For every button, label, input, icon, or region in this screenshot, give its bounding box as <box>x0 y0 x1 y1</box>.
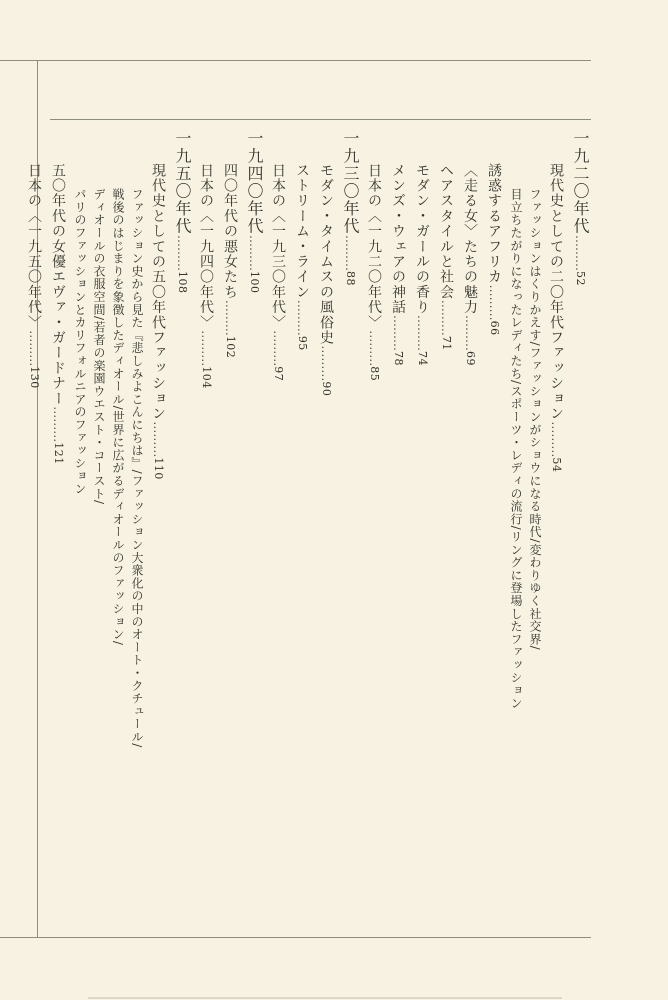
toc-page-number: 104 <box>200 366 213 389</box>
toc-page-number: 100 <box>248 271 261 294</box>
toc-description-text: ファッションはくりかえす/ファッションがショウになる時代/変わりゆく社交界/ <box>528 188 542 651</box>
toc-entry-title: 日本の〈一九三〇年代〉 <box>270 163 286 331</box>
toc-page-number: 74 <box>416 351 429 366</box>
toc-description-text: ディオールの衣服空間/若者の楽園ウエスト・コースト/ <box>92 188 106 505</box>
toc-description-text: 戦後のはじまりを象徴したディオール/世界に広がるディオールのファッション/ <box>111 188 125 646</box>
toc-leader-dots: ……… <box>271 330 285 367</box>
toc-entry-title: メンズ・ウェアの神話 <box>390 163 406 315</box>
toc-description-line <box>506 130 525 942</box>
toc-chapter-entry-1950s <box>170 130 194 942</box>
toc-leader-dots: ……… <box>223 299 237 336</box>
toc-section-entry <box>314 130 338 942</box>
toc-page-number: 71 <box>440 335 453 351</box>
toc-section-entry <box>146 130 170 942</box>
toc-section-entry <box>46 130 70 942</box>
toc-leader-dots: ……… <box>415 315 429 351</box>
toc-page-number: 54 <box>550 457 563 473</box>
toc-entry-title: 日本の〈一九二〇年代〉 <box>366 163 382 331</box>
toc-leader-dots: ……… <box>295 299 309 336</box>
toc-leader-dots: ……… <box>175 235 189 271</box>
toc-entry-title: 一九二〇年代 <box>571 130 590 235</box>
toc-entry-title: ストリーム・ライン <box>294 163 310 300</box>
toc-leader-dots: ……… <box>573 235 587 271</box>
toc-entry-title: 四〇年代の悪女たち <box>222 163 238 300</box>
toc-page-number: 121 <box>52 442 65 465</box>
toc-section-entry <box>544 130 568 942</box>
toc-leader-dots: ……… <box>319 345 333 382</box>
toc-entry-title: 現代史としての二〇年代ファッション <box>548 163 564 422</box>
toc-page-number: 97 <box>272 366 285 382</box>
toc-page-number: 130 <box>28 366 41 389</box>
toc-chapter-entry-1930s <box>338 130 362 942</box>
toc-entry-title: 現代史としての五〇年代ファッション <box>150 163 166 422</box>
toc-section-entry <box>410 130 434 942</box>
toc-description-line <box>89 130 108 942</box>
toc-section-entry <box>434 130 458 942</box>
toc-leader-dots: ……… <box>27 330 41 367</box>
toc-description-line <box>70 130 89 942</box>
toc-section-entry <box>22 130 46 942</box>
toc-section-entry <box>362 130 386 942</box>
toc-description-text: 目立ちたがりになったレディたち/スポーツ・レディの流行/リングに登場したファッション <box>509 188 523 710</box>
toc-entry-title: モダン・タイムスの風俗史 <box>318 163 334 346</box>
toc-entry-title: 〈走る女〉たちの魅力 <box>462 163 478 315</box>
toc-description-text: ファッション史から見た『悲しみよこんにちは』/ファッション大衆化の中のオート・クチュール/ <box>130 188 144 749</box>
toc-entry-title: 一九三〇年代 <box>341 130 360 235</box>
toc-description-text: パリのファッションとカリフォルニアのファッション <box>73 188 87 496</box>
toc-page-number: 90 <box>320 381 333 397</box>
toc-description-line <box>127 130 146 942</box>
toc-section-entry <box>458 130 482 942</box>
toc-leader-dots: ……… <box>439 299 453 336</box>
toc-entry-title: モダン・ガールの香り <box>414 163 430 315</box>
toc-entry-title: 五〇年代の女優エヴァ・ガードナー <box>50 163 66 407</box>
toc-entry-title: 日本の〈一九五〇年代〉 <box>26 163 42 331</box>
toc-leader-dots: ……… <box>487 284 501 321</box>
toc-section-entry <box>266 130 290 942</box>
toc-leader-dots: ……… <box>463 315 477 351</box>
toc-description-line <box>108 130 127 942</box>
toc-section-entry <box>290 130 314 942</box>
frame-rule-top <box>0 60 591 61</box>
toc-page-number: 110 <box>152 457 165 480</box>
toc-page-number: 78 <box>392 351 405 366</box>
toc-leader-dots: ……… <box>549 421 563 458</box>
toc-page-number: 88 <box>344 271 357 286</box>
toc-leader-dots: ……… <box>343 235 357 271</box>
toc-entry-title: 誘惑するアフリカ <box>486 163 502 285</box>
toc-section-entry <box>194 130 218 942</box>
toc-page-number: 66 <box>488 320 501 336</box>
toc-leader-dots: ……… <box>151 421 165 458</box>
page-edge-shadow <box>88 997 562 999</box>
toc-section-entry <box>482 130 506 942</box>
toc-entry-title: 日本の〈一九四〇年代〉 <box>198 163 214 331</box>
toc-entry-title: 一九四〇年代 <box>245 130 264 235</box>
toc-page-number: 95 <box>296 335 309 351</box>
toc-entry-title: ヘアスタイルと社会 <box>438 163 454 300</box>
toc-leader-dots: ……… <box>199 330 213 367</box>
table-of-contents <box>26 130 592 942</box>
toc-leader-dots: ……… <box>391 315 405 351</box>
toc-section-entry <box>386 130 410 942</box>
toc-leader-dots: ……… <box>367 330 381 367</box>
toc-page-number: 85 <box>368 366 381 382</box>
toc-leader-dots: ……… <box>51 406 65 443</box>
toc-entry-title: 一九五〇年代 <box>173 130 192 235</box>
toc-leader-dots: ……… <box>247 235 261 271</box>
toc-page-number: 108 <box>176 271 189 294</box>
toc-section-entry <box>218 130 242 942</box>
toc-description-line <box>525 130 544 942</box>
toc-page-number: 52 <box>574 271 587 286</box>
toc-chapter-entry-1920s <box>568 130 592 942</box>
toc-page-number: 102 <box>224 335 237 359</box>
frame-rule-inner-top <box>50 119 591 120</box>
toc-page-number: 69 <box>464 351 477 366</box>
toc-chapter-entry-1940s <box>242 130 266 942</box>
